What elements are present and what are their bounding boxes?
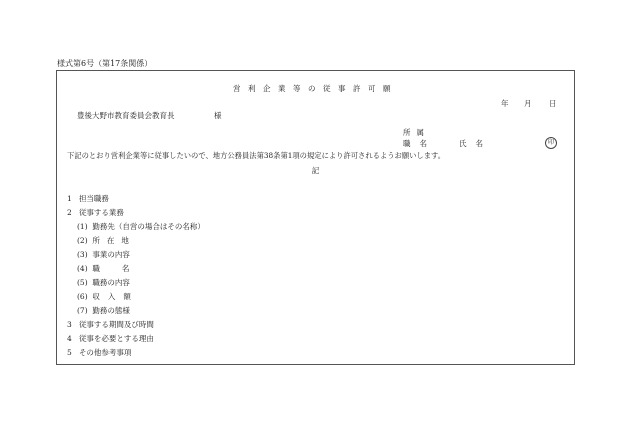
subitem-number: (2) — [77, 236, 88, 245]
name-label: 氏名 — [459, 139, 492, 148]
position-label: 職名 — [403, 139, 436, 148]
subitem-number: (4) — [77, 264, 88, 273]
item-label: 従事する業務 — [78, 208, 124, 217]
subitem-label: 収入額 — [92, 292, 139, 301]
addressee: 豊後大野市教育委員会教育長 — [77, 111, 175, 120]
item-number: 4 — [67, 334, 72, 343]
department-label: 所属 — [403, 128, 430, 137]
date-year-label: 年 — [501, 99, 509, 108]
list-item — [67, 193, 109, 204]
item-number: 1 — [67, 194, 72, 203]
list-item — [77, 221, 205, 232]
item-label: 担当職務 — [78, 194, 109, 203]
list-item — [77, 235, 136, 246]
subitem-number: (3) — [77, 250, 88, 259]
subitem-label: 職務の内容 — [92, 278, 130, 287]
date-month-label: 月 — [524, 99, 532, 108]
list-item — [77, 291, 139, 302]
subitem-label: 事業の内容 — [92, 250, 130, 259]
item-number: 2 — [67, 208, 72, 217]
item-number: 5 — [67, 348, 72, 357]
item-label: 従事する期間及び時間 — [78, 320, 154, 329]
list-item — [67, 347, 131, 358]
form-number: 様式第6号（第17条関係） — [57, 59, 153, 68]
subitem-label: 職名 — [92, 264, 152, 273]
subitem-number: (1) — [77, 222, 88, 231]
seal-mark: 印 — [545, 137, 557, 149]
list-item — [77, 263, 151, 274]
subitem-label: 所在地 — [92, 236, 136, 245]
subitem-label: 勤務の態様 — [92, 306, 130, 315]
subitem-number: (7) — [77, 306, 88, 315]
list-item — [77, 249, 130, 260]
subitem-number: (6) — [77, 292, 88, 301]
subitem-number: (5) — [77, 278, 88, 287]
item-label: その他参考事項 — [78, 348, 132, 357]
date-day-label: 日 — [549, 99, 557, 108]
list-item — [67, 333, 154, 344]
list-item — [77, 305, 130, 316]
item-number: 3 — [67, 320, 72, 329]
list-item — [77, 277, 130, 288]
form-frame — [56, 70, 575, 365]
form-title: 営利企業等の従事許可願 — [233, 84, 398, 93]
addressee-suffix: 様 — [214, 111, 222, 120]
item-label: 従事を必要とする理由 — [78, 334, 154, 343]
ki-heading: 記 — [311, 166, 320, 175]
subitem-label: 勤務先（自営の場合はその名称） — [92, 222, 205, 231]
list-item — [67, 319, 154, 330]
list-item — [67, 207, 124, 218]
request-body-text: 下記のとおり営利企業等に従事したいので、地方公務員法第38条第1項の規定により許可されるようお願いします。 — [67, 151, 446, 160]
